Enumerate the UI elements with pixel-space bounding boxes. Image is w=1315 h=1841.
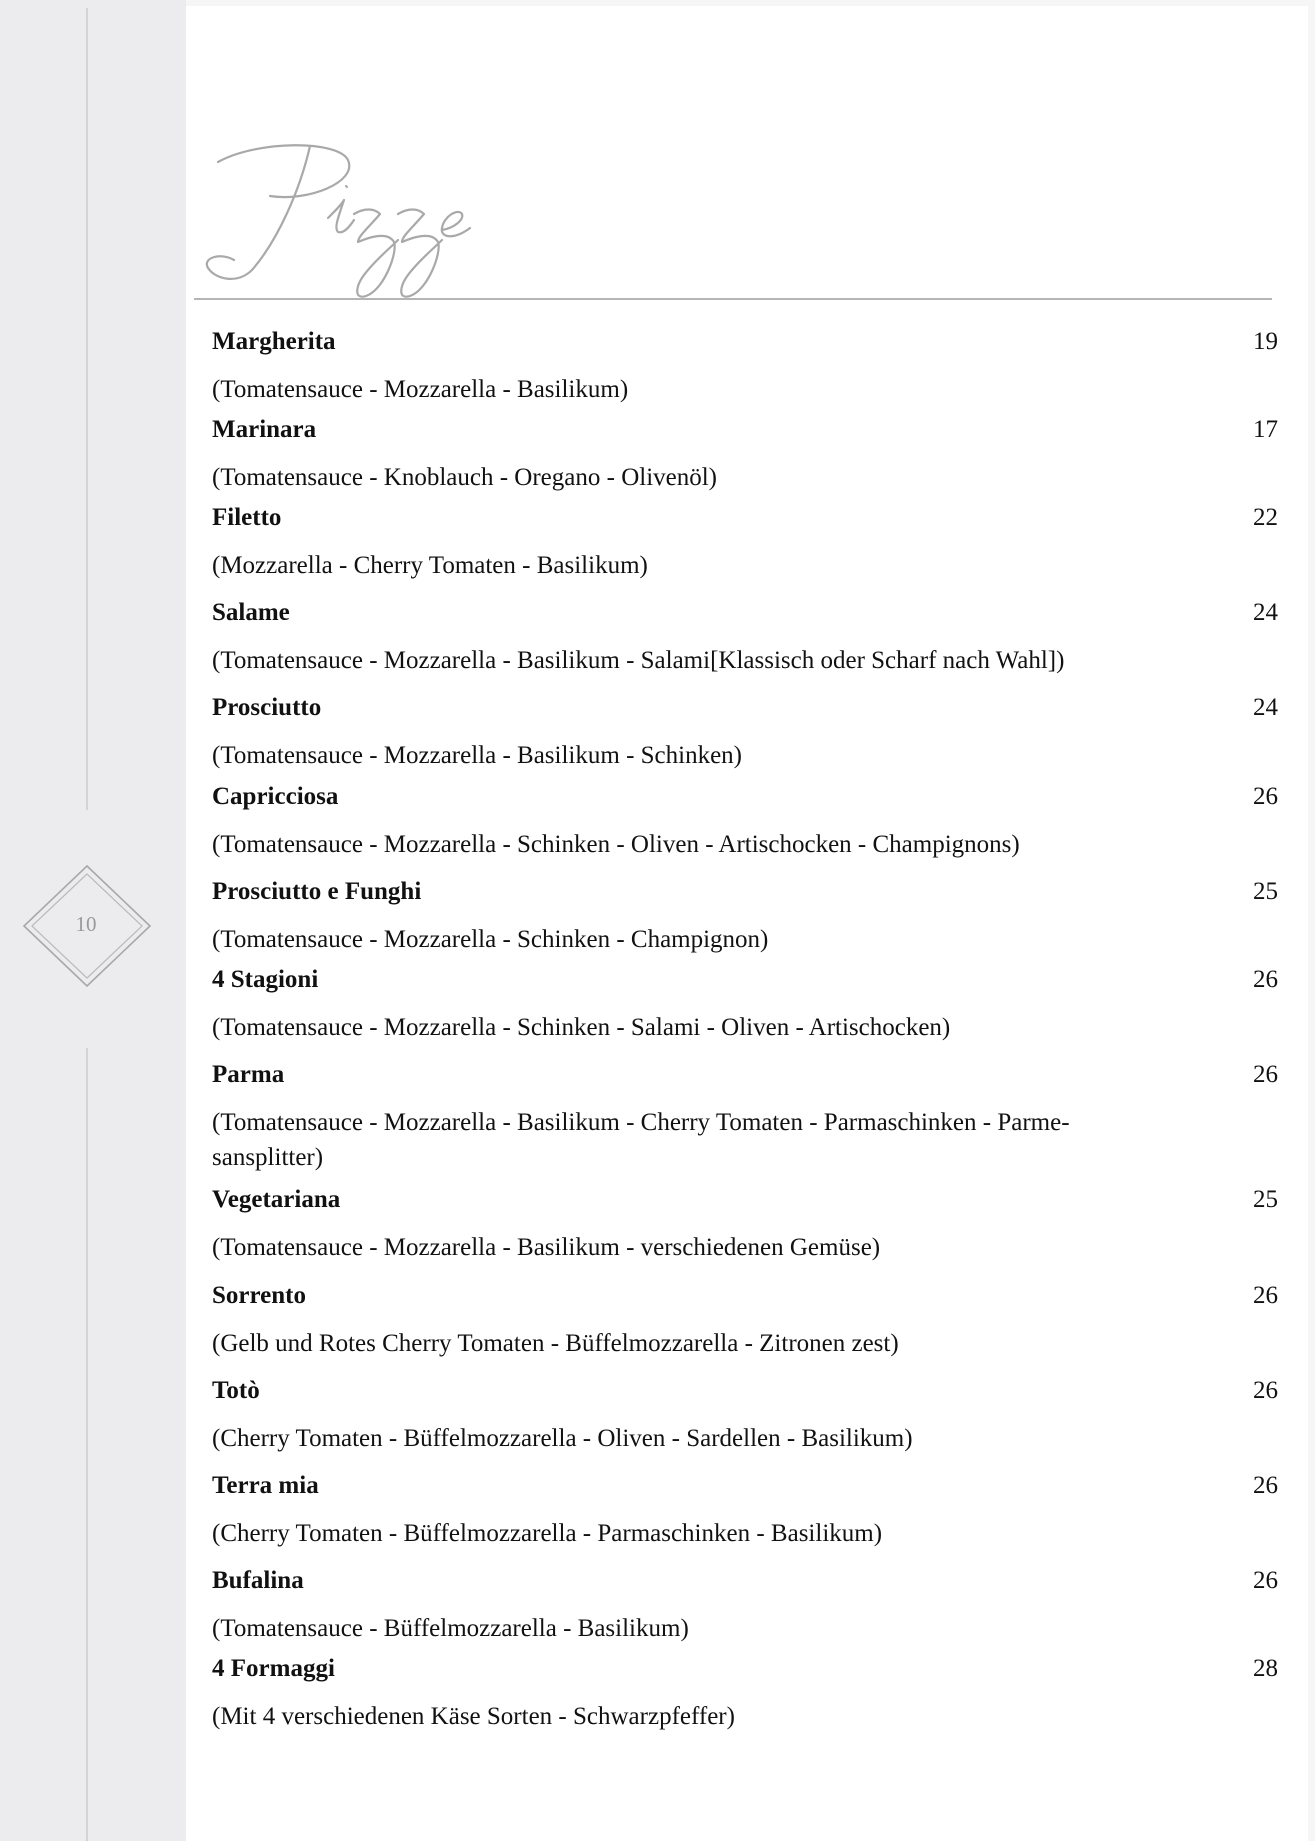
- title-divider: [194, 298, 1272, 300]
- margin-rule-top: [86, 8, 88, 810]
- item-price: 26: [1253, 1472, 1278, 1499]
- item-description: (Cherry Tomaten - Büffelmozzarella - Oliven - Sardellen - Basilikum): [212, 1425, 913, 1452]
- item-name: Totò: [212, 1377, 260, 1404]
- item-description: (Tomatensauce - Mozzarella - Basilikum - verschiedenen Gemüse): [212, 1234, 881, 1261]
- item-name: Capricciosa: [212, 783, 339, 810]
- item-price: 26: [1253, 1061, 1278, 1088]
- page-title: [198, 130, 518, 305]
- item-name: Sorrento: [212, 1282, 306, 1309]
- item-name: 4 Formaggi: [212, 1655, 335, 1682]
- item-name: Prosciutto: [212, 694, 322, 721]
- item-price: 26: [1253, 966, 1278, 993]
- item-name: Prosciutto e Funghi: [212, 878, 422, 905]
- item-description: (Tomatensauce - Knoblauch - Oregano - Olivenöl): [212, 464, 718, 491]
- item-price: 26: [1253, 783, 1278, 810]
- item-price: 25: [1253, 878, 1278, 905]
- item-description: (Tomatensauce - Mozzarella - Basilikum - Salami[Klassisch oder Scharf nach Wahl]): [212, 647, 1065, 674]
- item-description: (Tomatensauce - Mozzarella - Schinken - Salami - Oliven - Artischocken): [212, 1014, 951, 1041]
- item-description: (Gelb und Rotes Cherry Tomaten - Büffelmozzarella - Zitronen zest): [212, 1330, 899, 1357]
- item-price: 28: [1253, 1655, 1278, 1682]
- margin-rule-bottom: [86, 1048, 88, 1841]
- item-price: 26: [1253, 1282, 1278, 1309]
- item-name: Salame: [212, 599, 290, 626]
- item-name: Filetto: [212, 504, 282, 531]
- item-description: (Tomatensauce - Büffelmozzarella - Basilikum): [212, 1615, 689, 1642]
- item-description: (Tomatensauce - Mozzarella - Schinken - Oliven - Artischocken - Champignons): [212, 831, 1020, 858]
- item-price: 24: [1253, 694, 1278, 721]
- item-price: 22: [1253, 504, 1278, 531]
- item-price: 24: [1253, 599, 1278, 626]
- item-name: Margherita: [212, 328, 336, 355]
- item-description: (Tomatensauce - Mozzarella - Schinken - Champignon): [212, 926, 769, 953]
- item-description: (Tomatensauce - Mozzarella - Basilikum - Schinken): [212, 742, 743, 769]
- item-name: Marinara: [212, 416, 317, 443]
- item-price: 26: [1253, 1567, 1278, 1594]
- item-price: 17: [1253, 416, 1278, 443]
- item-price: 26: [1253, 1377, 1278, 1404]
- item-description: (Mozzarella - Cherry Tomaten - Basilikum): [212, 552, 648, 579]
- item-description: (Cherry Tomaten - Büffelmozzarella - Parmaschinken - Basilikum): [212, 1520, 883, 1547]
- item-description: (Tomatensauce - Mozzarella - Basilikum): [212, 376, 629, 403]
- item-price: 19: [1253, 328, 1278, 355]
- item-name: Vegetariana: [212, 1186, 341, 1213]
- item-description: (Tomatensauce - Mozzarella - Basilikum - Cherry Tomaten - Parmaschinken - Parme- sansplitter): [212, 1109, 1070, 1171]
- item-name: Bufalina: [212, 1567, 304, 1594]
- item-name: 4 Stagioni: [212, 966, 319, 993]
- page-number: 10: [75, 912, 97, 936]
- item-price: 25: [1253, 1186, 1278, 1213]
- item-name: Terra mia: [212, 1472, 319, 1499]
- item-name: Parma: [212, 1061, 285, 1088]
- item-description: (Mit 4 verschiedenen Käse Sorten - Schwarzpfeffer): [212, 1703, 735, 1730]
